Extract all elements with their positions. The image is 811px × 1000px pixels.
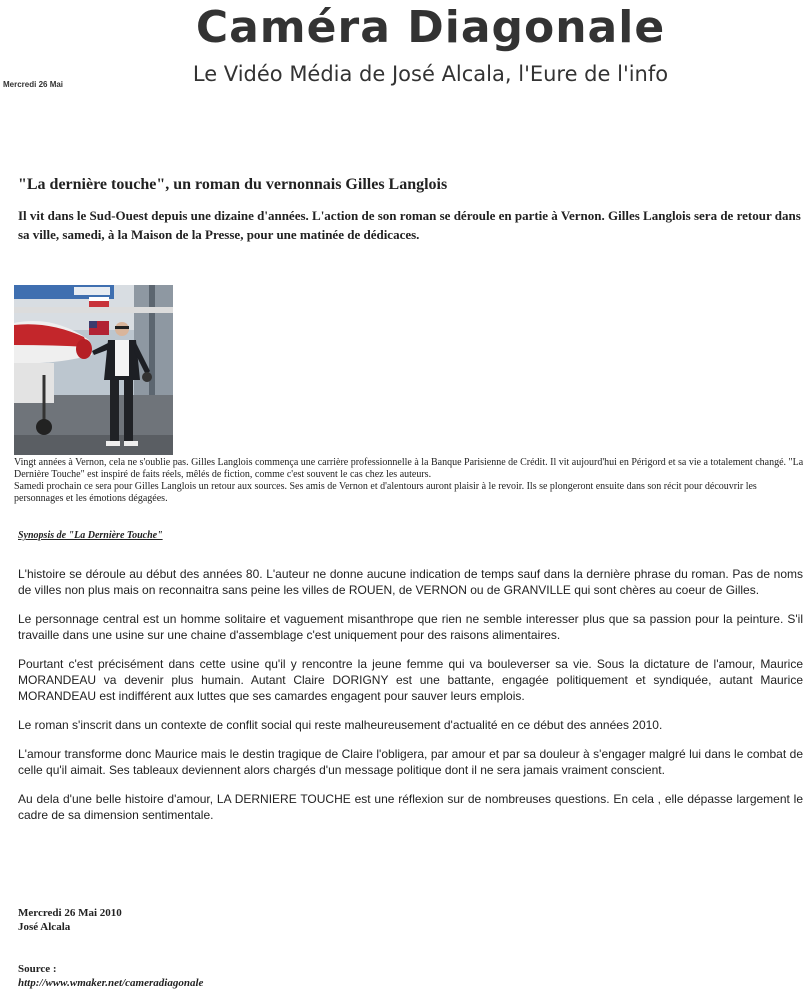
caption-paragraph: Vingt années à Vernon, cela ne s'oublie pas. Gilles Langlois commença une carrière professionnelle à la Banque Parisienne de Crédit. Il vit aujourd'hui en Périgord et sa vie a totalement changé. "La Dernière Touche" est inspiré de faits réels, mêlés de fiction, comme c'est souvent le cas chez les auteurs. (14, 457, 804, 480)
synopsis-paragraph: Pourtant c'est précisément dans cette usine qu'il y rencontre la jeune femme qui va bouleverser sa vie. Sous la dictature de l'amour, Maurice MORANDEAU va devenir plus humain. Autant Claire DORIGNY est une battante, engagée politiquement et syndiquée, autant Maurice MORANDEAU est indifférent aux luttes que ses camardes engagent pour sauver leurs emplois. (18, 657, 803, 703)
synopsis-title: Synopsis de "La Dernière Touche" (18, 530, 163, 541)
synopsis-body (18, 566, 803, 836)
source-link[interactable]: http://www.wmaker.net/cameradiagonale (18, 977, 204, 989)
synopsis-paragraph: L'amour transforme donc Maurice mais le destin tragique de Claire l'obligera, par amour et par sa douleur à s'engager malgré lui dans le combat de celle qu'il aimait. Ses tableaux deviennent alors chargés d'un message politique dont il ne sera jamais vraiment conscient. (18, 747, 803, 777)
synopsis-paragraph: Le personnage central est un homme solitaire et vaguement misanthrope que rien ne semble interesser plus que sa passion pour la peinture. S'il travaille dans une usine sur une chaine d'assemblage c'est uniquement pour des raisons alimentaires. (18, 612, 803, 642)
masthead-title: Caméra Diagonale (195, 2, 666, 53)
footer-source (18, 962, 203, 990)
article-chapo: Il vit dans le Sud-Ouest depuis une dizaine d'années. L'action de son roman se déroule en partie à Vernon. Gilles Langlois sera de retour dans sa ville, samedi, à la Maison de la Presse, pour une matinée de dédicaces. (18, 208, 801, 242)
photo-icon (14, 285, 173, 455)
source-label: Source : (18, 963, 57, 975)
footer-date: Mercredi 26 Mai 2010 (18, 907, 122, 919)
footer-signature (18, 906, 122, 934)
synopsis-paragraph: Au dela d'une belle histoire d'amour, LA DERNIERE TOUCHE est une réflexion sur de nombreuses questions. En cela , elle dépasse largement le cadre de sa dimension sentimentale. (18, 792, 803, 822)
photo-caption (14, 457, 804, 505)
masthead-date: Mercredi 26 Mai (3, 80, 64, 89)
synopsis-paragraph: Le roman s'inscrit dans un contexte de conflit social qui reste malheureusement d'actualité en ce début des années 2010. (18, 718, 663, 732)
footer-author: José Alcala (18, 921, 71, 933)
article-headline: "La dernière touche", un roman du vernonnais Gilles Langlois (18, 176, 448, 193)
article-photo (14, 285, 173, 455)
synopsis-paragraph: L'histoire se déroule au début des années 80. L'auteur ne donne aucune indication de temps sauf dans la dernière phrase du roman. Pas de noms de villes non plus mais on reconnaitra sans peine les villes de ROUEN, de VERNON ou de GRANVILLE qui sont chères au coeur de Gilles. (18, 567, 803, 597)
masthead-subtitle: Le Vidéo Média de José Alcala, l'Eure de l'info (192, 62, 669, 86)
caption-paragraph: Samedi prochain ce sera pour Gilles Langlois un retour aux sources. Ses amis de Vernon et d'alentours auront plaisir à le revoir. Ils se plongeront ensuite dans son récit pour découvrir les personnages et les émotions dégagées. (14, 481, 757, 504)
